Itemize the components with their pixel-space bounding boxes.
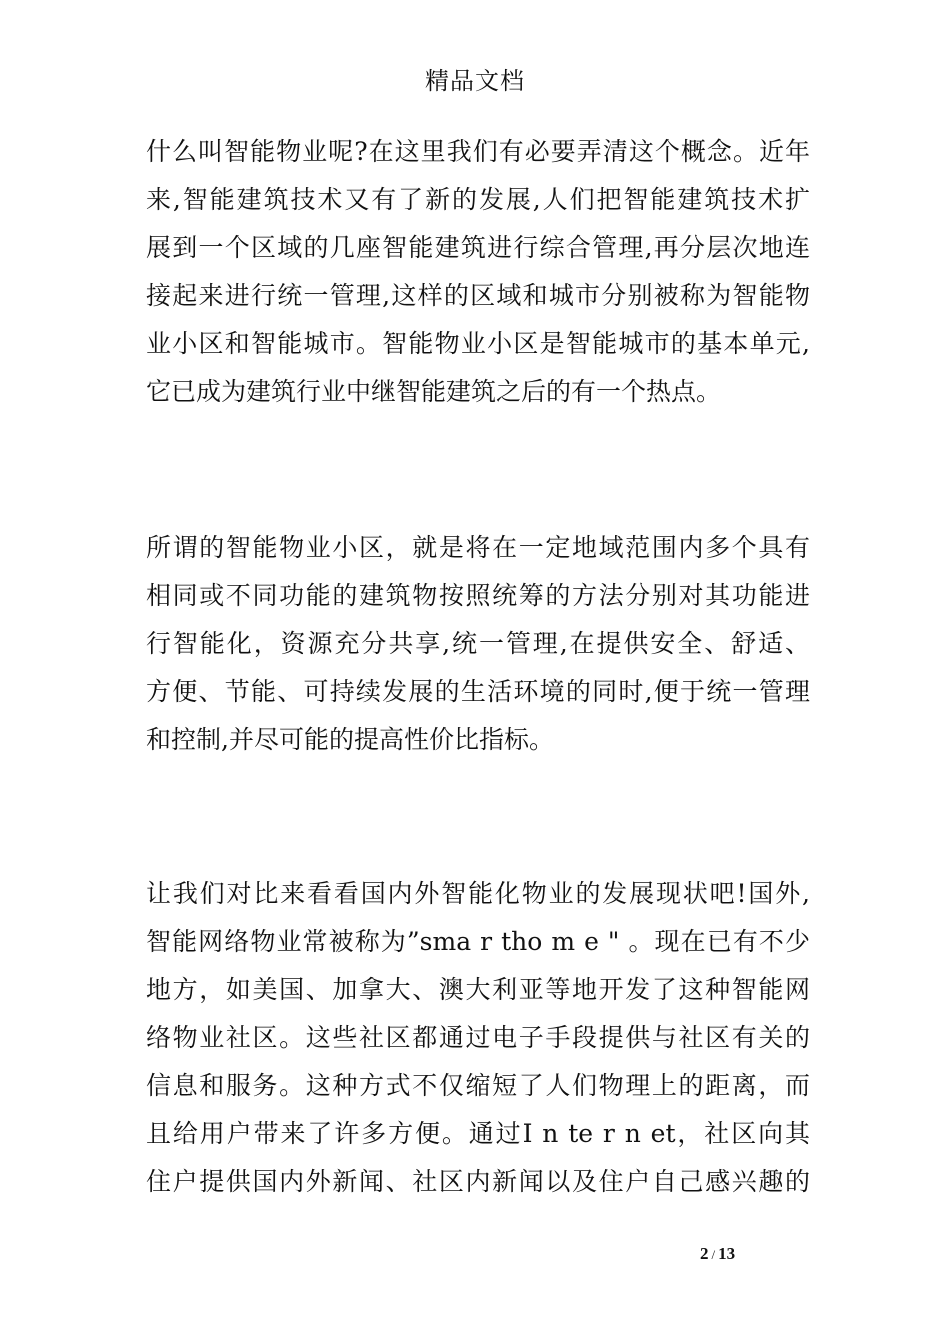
text-line: 它已成为建筑行业中继智能建筑之后的有一个热点。 <box>146 377 722 406</box>
paragraph-smart-community <box>146 524 810 764</box>
text-line: 业小区和智能城市。智能物业小区是智能城市的基本单元, <box>146 329 810 358</box>
text-line: 且给用户带来了许多方便。通过I n te r n et，社区向其 <box>146 1119 810 1148</box>
page-number <box>700 1242 820 1267</box>
text-line: 络物业社区。这些社区都通过电子手段提供与社区有关的 <box>146 1023 810 1052</box>
text-line: 地方，如美国、加拿大、澳大利亚等地开发了这种智能网 <box>146 975 810 1004</box>
text-line: 所谓的智能物业小区，就是将在一定地域范围内多个具有 <box>146 533 810 562</box>
text-line: 行智能化，资源充分共享,统一管理,在提供安全、舒适、 <box>146 629 810 658</box>
text-line: 信息和服务。这种方式不仅缩短了人们物理上的距离，而 <box>146 1071 810 1100</box>
page-header: 精品文档 <box>425 67 525 95</box>
text-line: 智能网络物业常被称为”sma r tho m e " 。现在已有不少 <box>146 927 810 956</box>
text-line: 什么叫智能物业呢?在这里我们有必要弄清这个概念。近年 <box>146 137 810 166</box>
text-line: 相同或不同功能的建筑物按照统筹的方法分别对其功能进 <box>146 581 810 610</box>
current-page: 2 <box>700 1244 709 1263</box>
text-line: 住户提供国内外新闻、社区内新闻以及住户自己感兴趣的 <box>146 1167 810 1196</box>
text-line: 和控制,并尽可能的提高性价比指标。 <box>146 725 554 754</box>
paragraph-definition <box>146 128 810 416</box>
text-line: 展到一个区域的几座智能建筑进行综合管理,再分层次地连 <box>146 233 810 262</box>
text-line: 来,智能建筑技术又有了新的发展,人们把智能建筑技术扩 <box>146 185 810 214</box>
paragraph-development-status <box>146 870 810 1206</box>
text-line: 接起来进行统一管理,这样的区域和城市分别被称为智能物 <box>146 281 810 310</box>
total-pages: 13 <box>718 1244 736 1263</box>
page-separator: / <box>711 1247 716 1262</box>
text-line: 让我们对比来看看国内外智能化物业的发展现状吧!国外, <box>146 879 810 908</box>
text-line: 方便、节能、可持续发展的生活环境的同时,便于统一管理 <box>146 677 810 706</box>
